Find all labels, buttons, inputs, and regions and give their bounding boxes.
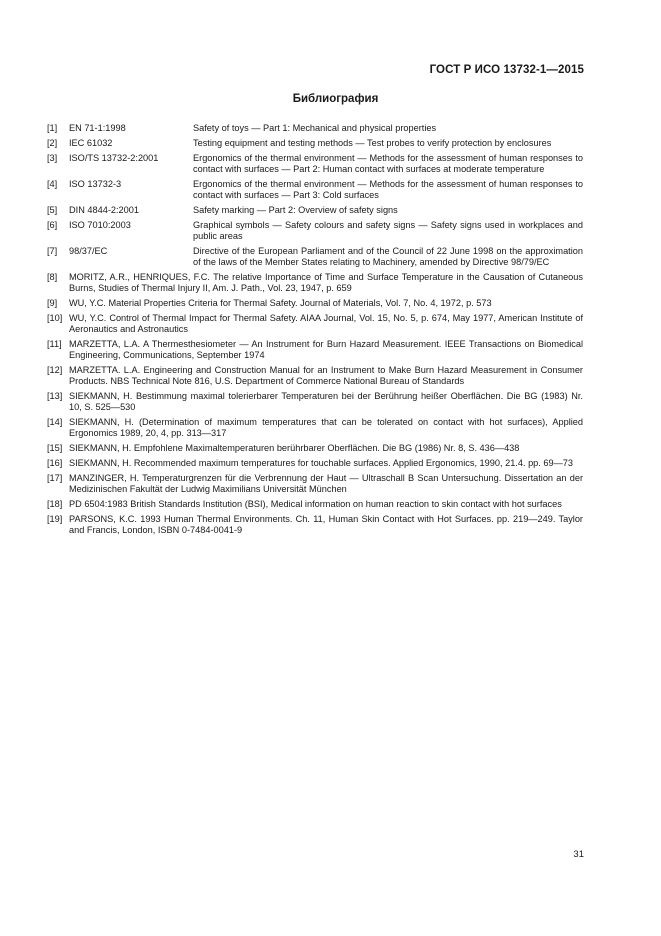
standard-header: ГОСТ Р ИСО 13732-1—2015 — [429, 64, 584, 76]
entry-citation: SIEKMANN, H. Bestimmung maximal tolerierbarer Temperaturen bei der Berührung heißer Oberflächen. Die BG (1983) Nr. 10, S. 525—530 — [69, 391, 583, 412]
entry-number: [3] — [47, 153, 58, 163]
bibliography-entry — [47, 298, 583, 309]
entry-number: [14] — [47, 417, 63, 427]
bibliography-entry — [47, 499, 583, 510]
bibliography-entry — [47, 123, 583, 134]
entry-description: Ergonomics of the thermal environment — Methods for the assessment of human responses to contact with surfaces — Part 2: Human contact with surfaces at moderate temperature — [193, 153, 583, 174]
entry-number: [6] — [47, 220, 58, 230]
bibliography-entry — [47, 417, 583, 439]
bibliography-entry — [47, 138, 583, 149]
bibliography-entry — [47, 220, 583, 242]
bibliography-entry — [47, 313, 583, 335]
entry-citation: MORITZ, A.R., HENRIQUES, F.C. The relative Importance of Time and Surface Temperature in the Causation of Cutaneous Burns, Studies of Thermal Injury II, Am. J. Path., Vol. 23, 1947, p. 659 — [69, 272, 583, 293]
bibliography-entry — [47, 514, 583, 536]
entry-standard-code: ISO 7010:2003 — [69, 220, 131, 230]
entry-citation: MARZETTA. L.A. Engineering and Construction Manual for an Instrument to Make Burn Hazard Measurement in Consumer Products. NBS Technical Note 816, U.S. Department of Commerce National Bureau of Standards — [69, 365, 583, 386]
entry-description: Directive of the European Parliament and of the Council of 22 June 1998 on the approximation of the laws of the Member States relating to Machinery, amended by Directive 98/79/EC — [193, 246, 583, 267]
entry-citation: SIEKMANN, H. Recommended maximum temperatures for touchable surfaces. Applied Ergonomics, 1990, 21.4. pp. 69—73 — [69, 458, 574, 468]
entry-number: [8] — [47, 272, 58, 282]
entry-standard-code: DIN 4844-2:2001 — [69, 205, 139, 215]
bibliography-entry — [47, 458, 583, 469]
bibliography-entry — [47, 272, 583, 294]
entry-citation: PARSONS, K.C. 1993 Human Thermal Environments. Ch. 11, Human Skin Contact with Hot Surfaces. pp. 219—249. Taylor and Francis, London, ISBN 0-7484-0041-9 — [69, 514, 583, 535]
bibliography-entry — [47, 246, 583, 268]
bibliography-title: Библиография — [292, 93, 379, 105]
entry-number: [16] — [47, 458, 63, 468]
bibliography-entry — [47, 391, 583, 413]
entry-number: [9] — [47, 298, 58, 308]
bibliography-entry — [47, 365, 583, 387]
entry-description: Ergonomics of the thermal environment — Methods for the assessment of human responses to contact with surfaces — Part 3: Cold surfaces — [193, 179, 583, 200]
entry-number: [15] — [47, 443, 63, 453]
bibliography-entry — [47, 473, 583, 495]
entry-number: [5] — [47, 205, 58, 215]
entry-number: [11] — [47, 339, 62, 349]
entry-number: [2] — [47, 138, 58, 148]
entry-number: [4] — [47, 179, 58, 189]
entry-standard-code: ISO 13732-3 — [69, 179, 122, 189]
entry-citation: WU, Y.C. Material Properties Criteria for Thermal Safety. Journal of Materials, Vol. 7, No. 4, 1972, p. 573 — [69, 298, 492, 308]
entry-citation: WU, Y.C. Control of Thermal Impact for Thermal Safety. AIAA Journal, Vol. 15, No. 5, p. 674, May 1977, American Institute of Aeronautics and Astronautics — [69, 313, 583, 334]
entry-standard-code: EN 71-1:1998 — [69, 123, 126, 133]
entry-citation: MARZETTA, L.A. A Thermesthesiometer — An Instrument for Burn Hazard Measurement. IEEE Transactions on Biomedical Engineering, Communications, September 1974 — [69, 339, 583, 360]
entry-number: [18] — [47, 499, 63, 509]
entry-standard-code: IEC 61032 — [69, 138, 113, 148]
entry-number: [13] — [47, 391, 63, 401]
bibliography-entry — [47, 205, 583, 216]
entry-citation: PD 6504:1983 British Standards Institution (BSI), Medical information on human reaction to skin contact with hot surfaces — [69, 499, 562, 509]
entry-description: Graphical symbols — Safety colours and safety signs — Safety signs used in workplaces and public areas — [193, 220, 583, 241]
bibliography-list — [47, 123, 583, 540]
bibliography-entry — [47, 179, 583, 201]
entry-number: [1] — [47, 123, 58, 133]
entry-standard-code: ISO/TS 13732-2:2001 — [69, 153, 159, 163]
entry-number: [12] — [47, 365, 63, 375]
entry-description: Testing equipment and testing methods — Test probes to verify protection by enclosures — [193, 138, 552, 148]
bibliography-entry — [47, 443, 583, 454]
entry-citation: SIEKMANN, H. (Determination of maximum temperatures that can be tolerated on contact with hot surfaces), Applied Ergonomics 1989, 20, 4, pp. 313—317 — [69, 417, 583, 438]
entry-number: [7] — [47, 246, 58, 256]
bibliography-entry — [47, 339, 583, 361]
bibliography-entry — [47, 153, 583, 175]
entry-number: [17] — [47, 473, 63, 483]
entry-number: [10] — [47, 313, 63, 323]
page-number: 31 — [573, 849, 584, 860]
entry-citation: SIEKMANN, H. Empfohlene Maximaltemperaturen berührbarer Oberflächen. Die BG (1986) Nr. 8, S. 436—438 — [69, 443, 520, 453]
entry-description: Safety of toys — Part 1: Mechanical and physical properties — [193, 123, 437, 133]
entry-citation: MANZINGER, H. Temperaturgrenzen für die Verbrennung der Haut — Ultraschall B Scan Untersuchung. Dissertation an der Medizinischen Fakultät der Ludwig Maximilians Universität München — [69, 473, 583, 494]
entry-number: [19] — [47, 514, 63, 524]
entry-standard-code: 98/37/EC — [69, 246, 108, 256]
entry-description: Safety marking — Part 2: Overview of safety signs — [193, 205, 398, 215]
